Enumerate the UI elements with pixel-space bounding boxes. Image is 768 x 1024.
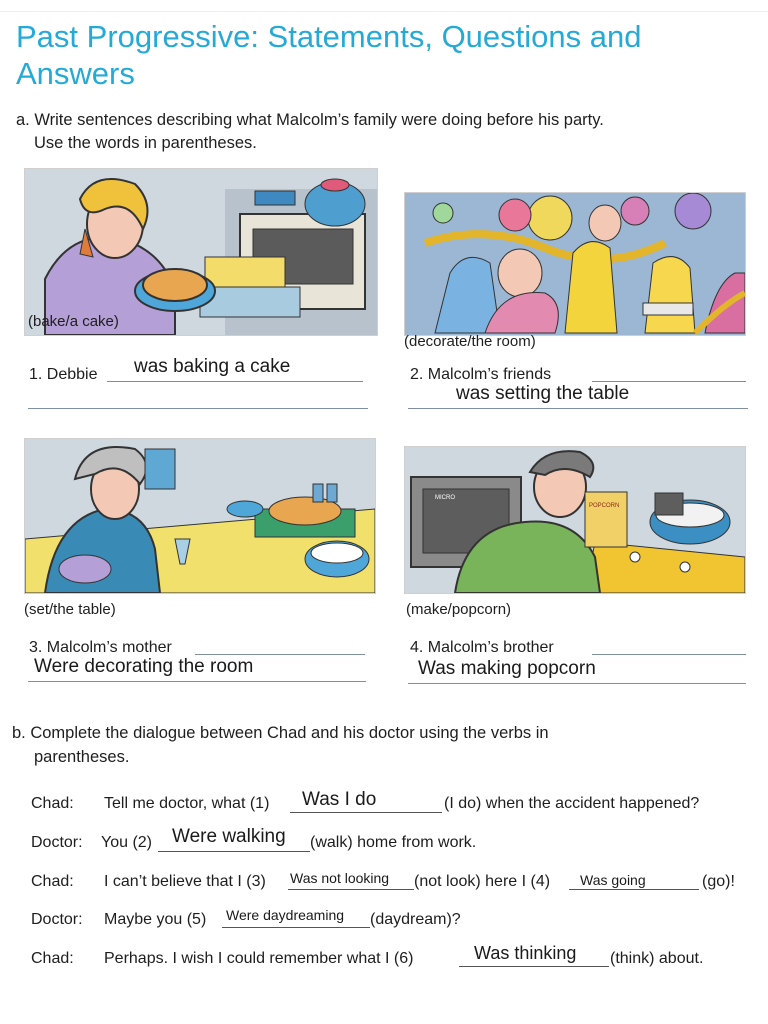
item-4-prompt: 4. Malcolm’s brother bbox=[410, 639, 554, 656]
dialogue-text: (think) about. bbox=[610, 950, 704, 967]
picture-decorate-room bbox=[404, 192, 746, 336]
section-a-instruction-2: Use the words in parentheses. bbox=[34, 134, 257, 152]
picture-set-table bbox=[24, 438, 376, 594]
section-b-instruction-2: parentheses. bbox=[34, 748, 130, 766]
item-2-prompt: 2. Malcolm’s friends bbox=[410, 366, 552, 383]
dialogue-text: I can’t believe that I (3) bbox=[104, 873, 266, 890]
blank-5-answer[interactable]: Were daydreaming bbox=[226, 907, 345, 923]
decorating-illustration bbox=[405, 193, 745, 335]
blank-2-answer[interactable]: Were walking bbox=[172, 826, 286, 847]
blank-3 bbox=[288, 889, 414, 890]
blank-4-answer[interactable]: Was going bbox=[580, 872, 646, 888]
item-1-prompt: 1. Debbie bbox=[29, 366, 98, 383]
dialogue-speaker: Doctor: bbox=[31, 834, 83, 851]
popcorn-box-label: POPCORN bbox=[589, 503, 620, 509]
picture-caption: (set/the table) bbox=[24, 601, 116, 618]
dialogue-text: (daydream)? bbox=[370, 911, 461, 928]
popcorn-illustration bbox=[405, 447, 745, 593]
item-3-answer[interactable]: Were decorating the room bbox=[34, 656, 254, 677]
picture-caption: (make/popcorn) bbox=[406, 601, 512, 618]
blank-6-answer[interactable]: Was thinking bbox=[474, 943, 577, 963]
answer-line-4 bbox=[592, 654, 746, 655]
dialogue-text: (not look) here I (4) bbox=[414, 873, 551, 890]
answer-line-2b bbox=[408, 408, 748, 409]
answer-line-1 bbox=[107, 381, 363, 382]
blank-3-answer[interactable]: Was not looking bbox=[290, 870, 390, 886]
blank-2 bbox=[158, 851, 310, 852]
blank-5 bbox=[222, 927, 370, 928]
dialogue-text: You (2) bbox=[101, 834, 152, 851]
item-1-answer[interactable]: was baking a cake bbox=[134, 356, 291, 377]
section-a-instruction: a. Write sentences describing what Malcolm’s family were doing before his party. bbox=[16, 111, 604, 129]
dialogue-speaker: Chad: bbox=[31, 950, 74, 967]
blank-1-answer[interactable]: Was I do bbox=[302, 789, 377, 810]
dialogue-speaker: Doctor: bbox=[31, 911, 83, 928]
blank-6 bbox=[459, 966, 609, 967]
answer-line-3 bbox=[195, 654, 365, 655]
page-title: Past Progressive: Statements, Questions and Answers bbox=[16, 19, 642, 91]
blank-4 bbox=[569, 889, 699, 890]
baking-illustration bbox=[25, 169, 377, 335]
item-4-answer[interactable]: Was making popcorn bbox=[418, 658, 596, 679]
dialogue-speaker: Chad: bbox=[31, 873, 74, 890]
picture-make-popcorn bbox=[404, 446, 746, 594]
answer-line-4b bbox=[408, 683, 746, 684]
item-2-answer[interactable]: was setting the table bbox=[456, 383, 630, 404]
dialogue-speaker: Chad: bbox=[31, 795, 74, 812]
answer-line-2 bbox=[592, 381, 746, 382]
blank-1 bbox=[290, 812, 442, 813]
dialogue-text: Perhaps. I wish I could remember what I (6) bbox=[104, 950, 414, 967]
picture-bake-cake bbox=[24, 168, 378, 336]
picture-caption: (bake/a cake) bbox=[28, 313, 119, 330]
section-b-instruction: b. Complete the dialogue between Chad and his doctor using the verbs in bbox=[12, 724, 549, 742]
item-3-prompt: 3. Malcolm’s mother bbox=[29, 639, 172, 656]
picture-caption: (decorate/the room) bbox=[404, 333, 536, 350]
dialogue-text: (go)! bbox=[702, 873, 735, 890]
dialogue-text: Tell me doctor, what (1) bbox=[104, 795, 270, 812]
dialogue-text: (I do) when the accident happened? bbox=[444, 795, 700, 812]
dialogue-text: (walk) home from work. bbox=[310, 834, 477, 851]
setting-table-illustration bbox=[25, 439, 375, 593]
answer-line-3b bbox=[28, 681, 366, 682]
dialogue-text: Maybe you (5) bbox=[104, 911, 207, 928]
top-divider bbox=[0, 11, 768, 12]
answer-line-1b bbox=[28, 408, 368, 409]
microwave-label: MICRO bbox=[435, 495, 455, 501]
